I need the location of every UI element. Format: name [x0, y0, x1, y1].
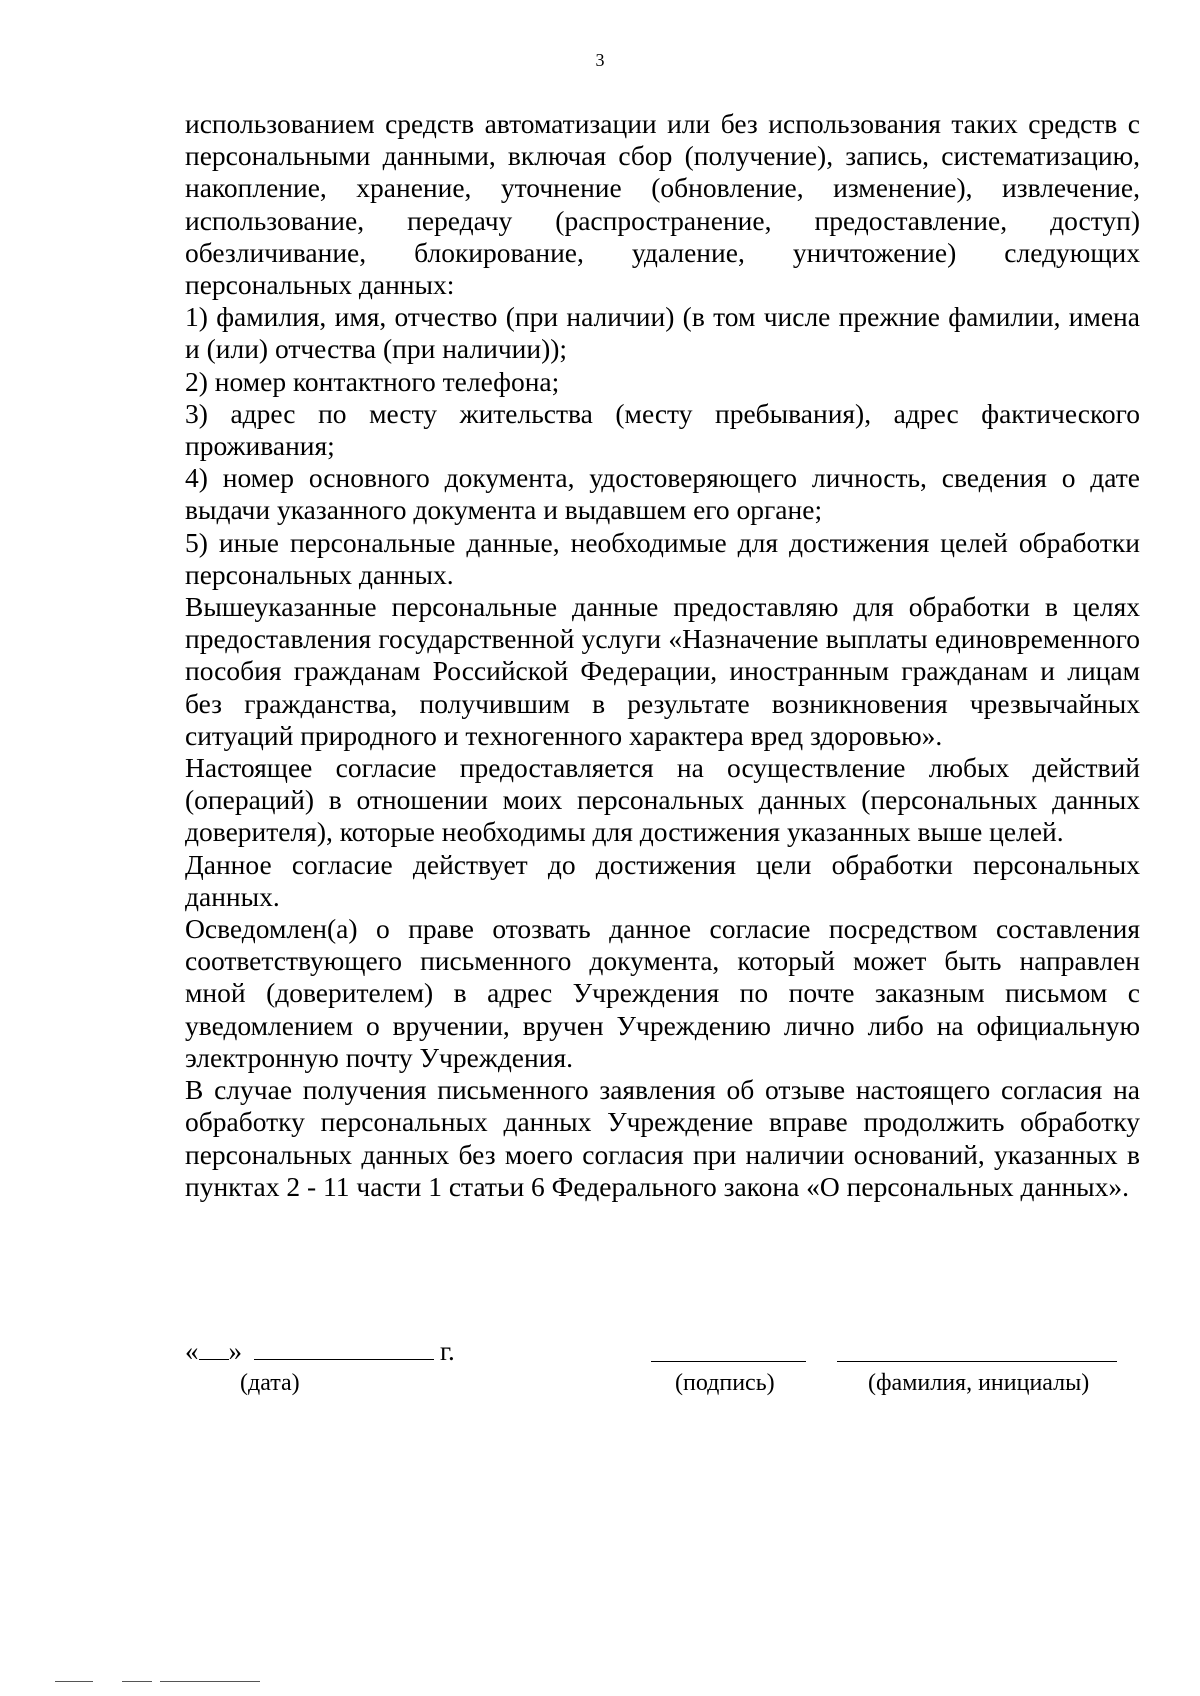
- date-line: [185, 1335, 455, 1367]
- list-item-address: 3) адрес по месту жительства (месту пребывания), адрес фактического проживания;: [185, 397, 1140, 462]
- signature-caption: (подпись): [675, 1370, 775, 1396]
- paragraph-consent-actions: Настоящее согласие предоставляется на осуществление любых действий (операций) в отношении моих персональных данных (персональных данных доверителя), которые необходимы для достижения указанных выше целей.: [185, 752, 1140, 848]
- signature-block: [185, 1335, 1145, 1415]
- scan-artifact-line: [160, 1681, 260, 1682]
- page-number: 3: [595, 50, 605, 70]
- list-item-other-data: 5) иные персональные данные, необходимые для достижения целей обработки персональных данных.: [185, 526, 1140, 590]
- consent-body: [185, 108, 1140, 1203]
- list-item-full-name: 1) фамилия, имя, отчество (при наличии) (в том числе прежние фамилии, имена и (или) отчества (при наличии));: [185, 301, 1140, 365]
- scan-artifact-line: [122, 1681, 152, 1682]
- date-close-quote: »: [228, 1336, 242, 1366]
- paragraph-withdrawal: Осведомлен(а) о праве отозвать данное согласие посредством составления соответствующего письменного документа, который может быть направлен мной (доверителем) в адрес Учреждения по почте заказным письмом с уведомлением о вручении, вручен Учреждению лично либо на официальную электронную почту Учреждения.: [185, 913, 1140, 1073]
- list-item-identity-document: 4) номер основного документа, удостоверяющего личность, сведения о дате выдачи указанного документа и выдавшем его органе;: [185, 462, 1140, 526]
- year-suffix: г.: [440, 1336, 455, 1366]
- month-year-blank[interactable]: [254, 1337, 434, 1360]
- paragraph-processing-scope: использованием средств автоматизации или без использования таких средств с персональными данными, включая сбор (получение), запись, систематизацию, накопление, хранение, уточнение (обновление, изменение), извлечение, использование, передачу (распространение, предоставление, доступ) обезличивание, блокирование, удаление, уничтожение) следующих персональных данных:: [185, 108, 1140, 301]
- date-caption: (дата): [240, 1370, 300, 1396]
- signature-blank[interactable]: [651, 1361, 806, 1362]
- scan-artifact-line: [55, 1681, 93, 1682]
- paragraph-purpose: Вышеуказанные персональные данные предоставляю для обработки в целях предоставления государственной услуги «Назначение выплаты единовременного пособия гражданам Российской Федерации, иностранным гражданам и лицам без гражданства, получившим в результате возникновения чрезвычайных ситуаций природного и техногенного характера вред здоровью».: [185, 591, 1140, 751]
- paragraph-continued-processing: В случае получения письменного заявления об отзыве настоящего согласия на обработку персональных данных Учреждение вправе продолжить обработку персональных данных без моего согласия при наличии оснований, указанных в пунктах 2 - 11 части 1 статьи 6 Федерального закона «О персональных данных».: [185, 1074, 1140, 1202]
- paragraph-validity: Данное согласие действует до достижения цели обработки персональных данных.: [185, 848, 1140, 912]
- name-blank[interactable]: [837, 1361, 1117, 1362]
- list-item-phone: 2) номер контактного телефона;: [185, 365, 560, 397]
- day-blank[interactable]: [199, 1337, 229, 1360]
- date-open-quote: «: [185, 1336, 199, 1366]
- name-caption: (фамилия, инициалы): [868, 1370, 1090, 1396]
